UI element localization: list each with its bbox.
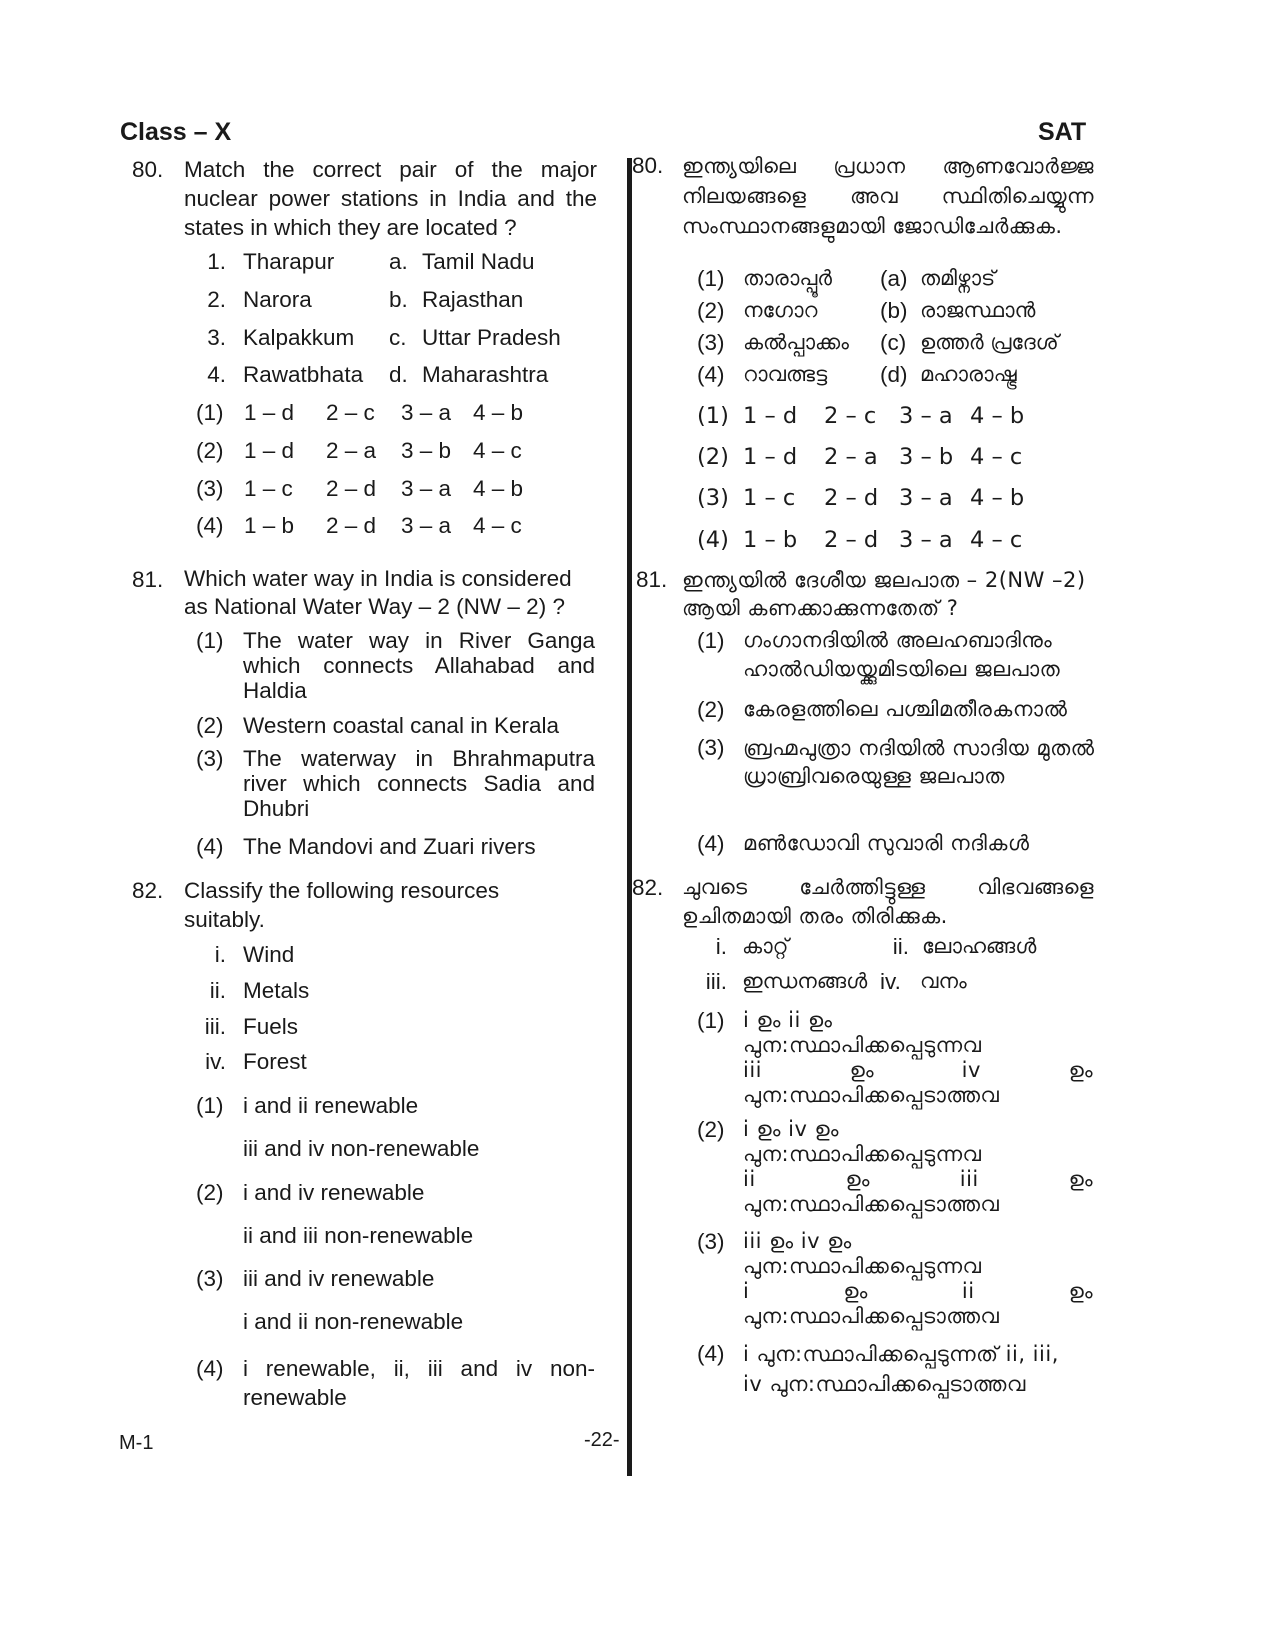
question-number: 80. <box>632 153 664 178</box>
option-number: (4) <box>697 527 729 553</box>
option-number: (3) <box>697 485 729 511</box>
question-number: 82. <box>632 875 664 900</box>
station-name: നഗോറ <box>743 298 818 322</box>
state-name: Uttar Pradesh <box>422 325 561 350</box>
item-number: ii. <box>209 978 226 1003</box>
item-text: Fuels <box>243 1014 299 1039</box>
option-pair: 3 – b <box>401 438 452 463</box>
station-name: Tharapur <box>243 249 335 274</box>
option-pair: 3 – b <box>899 444 954 470</box>
option-number: (1) <box>196 1093 224 1118</box>
option-number: (1) <box>196 400 224 425</box>
option-pair: 3 – a <box>899 485 953 511</box>
option-pair: 4 – b <box>473 476 524 501</box>
option-pair: 2 – a <box>824 444 878 470</box>
option-number: (3) <box>697 1229 725 1254</box>
pair-letter: (b) <box>880 298 908 323</box>
pair-letter: b. <box>389 287 408 312</box>
option-number: (4) <box>196 834 224 859</box>
option-pair: 2 – a <box>326 438 377 463</box>
option-pair: 3 – a <box>899 527 953 553</box>
item-number: i. <box>214 942 226 967</box>
question-number: 80. <box>132 157 164 182</box>
question-number: 81. <box>636 567 668 592</box>
station-name: Kalpakkum <box>243 325 355 350</box>
station-name: Narora <box>243 287 312 312</box>
option-line: iii and iv non-renewable <box>243 1136 480 1161</box>
option-line: i and ii non-renewable <box>243 1309 464 1334</box>
option-pair: 2 – d <box>824 527 879 553</box>
state-name: Tamil Nadu <box>422 249 535 274</box>
question-number: 81. <box>132 567 164 592</box>
state-name: തമിഴ്നാട് <box>920 266 996 290</box>
pair-number: 1. <box>207 249 226 274</box>
option-number: (2) <box>697 697 725 722</box>
option-number: (2) <box>196 1180 224 1205</box>
exam-label: SAT <box>1038 118 1087 146</box>
option-number: (2) <box>697 1117 725 1142</box>
pair-letter: (a) <box>880 266 908 291</box>
state-name: മഹാരാഷ്ട്ര <box>920 362 1017 386</box>
resource-items-row-2 <box>697 969 1097 999</box>
question-text: ചുവടെ ചേർത്തിട്ടുള്ള വിഭവങ്ങളെ ഉചിതമായി തരം തിരിക്കുക. <box>682 875 1094 928</box>
pair-number: (3) <box>697 330 725 355</box>
option-line: i ഉം ii ഉം പുന:സ്ഥാപിക്കപ്പെടാത്തവ <box>743 1279 1093 1328</box>
option-pair: 4 – c <box>473 438 522 463</box>
option-line: i ഉം iv ഉം പുന:സ്ഥാപിക്കപ്പെടുന്നവ <box>743 1117 982 1166</box>
item-text: Metals <box>243 978 310 1003</box>
option-pair: 1 – c <box>743 485 796 511</box>
station-name: കൽപ്പാക്കം <box>743 330 849 354</box>
question-text: ഇന്ത്യയിൽ ദേശീയ ജലപാത – 2(NW –2) ആയി കണക്കാക്കുന്നതേത് ? <box>682 568 1086 620</box>
pair-number: (4) <box>697 362 725 387</box>
option-pair: 2 – d <box>326 476 377 501</box>
option-line: iii and iv renewable <box>243 1266 435 1291</box>
state-name: Maharashtra <box>422 362 549 387</box>
option-pair: 1 – c <box>244 476 293 501</box>
option-pair: 1 – d <box>244 400 295 425</box>
option-line: iii ഉം iv ഉം പുന:സ്ഥാപിക്കപ്പെടുന്നവ <box>743 1229 982 1278</box>
option-number: (3) <box>697 735 725 760</box>
class-label: Class – X <box>120 118 232 146</box>
option-text: i പുന:സ്ഥാപിക്കപ്പെടുന്നത് ii, iii, iv പുന:സ്ഥാപിക്കപ്പെടാത്തവ <box>743 1342 1059 1396</box>
option-text: i renewable, ii, iii and iv non-renewable <box>243 1356 595 1410</box>
pair-letter: c. <box>389 325 407 350</box>
option-line: i ഉം ii ഉം പുന:സ്ഥാപിക്കപ്പെടുന്നവ <box>743 1008 982 1057</box>
pair-number: (1) <box>697 266 725 291</box>
option-number: (4) <box>697 1341 725 1366</box>
item-number: ii. <box>892 934 909 959</box>
question-number: 82. <box>132 878 164 903</box>
pair-letter: (d) <box>880 362 908 387</box>
option-number: (3) <box>196 746 224 771</box>
item-number: iv. <box>205 1049 226 1074</box>
option-pair: 1 – d <box>743 444 798 470</box>
option-pair: 1 – b <box>244 513 295 538</box>
item-text: ഇന്ധനങ്ങൾ <box>742 969 868 993</box>
pair-letter: a. <box>389 249 408 274</box>
state-name: ഉത്തർ പ്രദേശ് <box>920 330 1059 354</box>
option-number: (1) <box>196 628 224 653</box>
option-text: ഗംഗാനദിയിൽ അലഹബാദിനും ഹാൽഡിയയ്ക്കുമിടയിലെ ജലപാത <box>743 628 1061 681</box>
question-text: ഇന്ത്യയിലെ പ്രധാന ആണവോർജ്ജ നിലയങ്ങളെ അവ സ്ഥിതിചെയ്യുന്ന സംസ്ഥാനങ്ങളുമായി ജോഡിചേർക്കുക. <box>682 154 1094 238</box>
state-name: Rajasthan <box>422 287 524 312</box>
option-number: (3) <box>196 1266 224 1291</box>
state-name: രാജസ്ഥാൻ <box>920 298 1036 322</box>
option-pair: 2 – d <box>824 485 879 511</box>
column-divider <box>627 158 632 1476</box>
question-text: Classify the following resources suitably. <box>184 878 500 932</box>
paper-code: M-1 <box>119 1432 154 1454</box>
item-number: i. <box>715 934 727 959</box>
pair-number: 3. <box>207 325 226 350</box>
option-number: (4) <box>196 513 224 538</box>
item-number: iii. <box>705 969 727 994</box>
pair-number: 4. <box>207 362 226 387</box>
resource-items-row-1 <box>697 934 1097 964</box>
option-pair: 2 – c <box>824 403 877 429</box>
option-number: (4) <box>697 831 725 856</box>
option-pair: 3 – a <box>899 403 953 429</box>
item-number: iv. <box>880 969 901 994</box>
pair-number: (2) <box>697 298 725 323</box>
option-number: (1) <box>697 628 725 653</box>
option-line: i and ii renewable <box>243 1093 419 1118</box>
option-pair: 3 – a <box>401 400 452 425</box>
option-pair: 2 – c <box>326 400 375 425</box>
option-number: (2) <box>196 713 224 738</box>
option-text: The waterway in Bhrahmaputra river which connects Sadia and Dhubri <box>243 746 595 821</box>
option-number: (3) <box>196 476 224 501</box>
option-number: (2) <box>697 444 729 470</box>
option-pair: 4 – b <box>970 485 1025 511</box>
option-line: iii ഉം iv ഉം പുന:സ്ഥാപിക്കപ്പെടാത്തവ <box>743 1058 1093 1107</box>
option-pair: 3 – a <box>401 513 452 538</box>
item-number: iii. <box>204 1014 226 1039</box>
pair-letter: (c) <box>880 330 907 355</box>
option-line: ii ഉം iii ഉം പുന:സ്ഥാപിക്കപ്പെടാത്തവ <box>743 1167 1093 1216</box>
option-pair: 4 – c <box>970 527 1023 553</box>
station-name: Rawatbhata <box>243 362 364 387</box>
option-pair: 4 – b <box>473 400 524 425</box>
pair-number: 2. <box>207 287 226 312</box>
pair-letter: d. <box>389 362 408 387</box>
station-name: താരാപ്പൂർ <box>743 266 832 290</box>
option-pair: 1 – d <box>244 438 295 463</box>
option-pair: 4 – c <box>473 513 522 538</box>
option-text: The Mandovi and Zuari rivers <box>243 834 536 859</box>
option-pair: 4 – b <box>970 403 1025 429</box>
option-number: (4) <box>196 1356 224 1381</box>
option-pair: 3 – a <box>401 476 452 501</box>
item-text: Forest <box>243 1049 307 1074</box>
option-text: The water way in River Ganga which connects Allahabad and Haldia <box>243 628 595 703</box>
option-line: i and iv renewable <box>243 1180 425 1205</box>
option-text: കേരളത്തിലെ പശ്ചിമതീരകനാൽ <box>743 697 1068 721</box>
item-text: വനം <box>920 969 967 993</box>
option-pair: 1 – d <box>743 403 798 429</box>
option-text: Western coastal canal in Kerala <box>243 713 559 738</box>
option-text: മൺഡോവി സുവാരി നദികൾ <box>743 831 1030 855</box>
question-text: Match the correct pair of the major nuclear power stations in India and the states in which they are located ? <box>184 157 597 240</box>
page-number: -22- <box>584 1429 620 1451</box>
option-line: ii and iii non-renewable <box>243 1223 474 1248</box>
option-pair: 1 – b <box>743 527 798 553</box>
option-number: (1) <box>697 403 729 429</box>
station-name: റാവത്ഭട്ട <box>743 362 828 386</box>
item-text: കാറ്റ് <box>742 934 789 958</box>
option-number: (1) <box>697 1008 725 1033</box>
option-number: (2) <box>196 438 224 463</box>
option-pair: 2 – d <box>326 513 377 538</box>
item-text: ലോഹങ്ങൾ <box>922 934 1037 958</box>
option-text: ബ്രഹ്മപുത്രാ നദിയിൽ സാദിയ മുതൽ ധ്രാബ്രിവരെയുള്ള ജലപാത <box>743 736 1095 788</box>
option-pair: 4 – c <box>970 444 1023 470</box>
item-text: Wind <box>243 942 295 967</box>
question-text: Which water way in India is considered as National Water Way – 2 (NW – 2) ? <box>184 566 572 619</box>
